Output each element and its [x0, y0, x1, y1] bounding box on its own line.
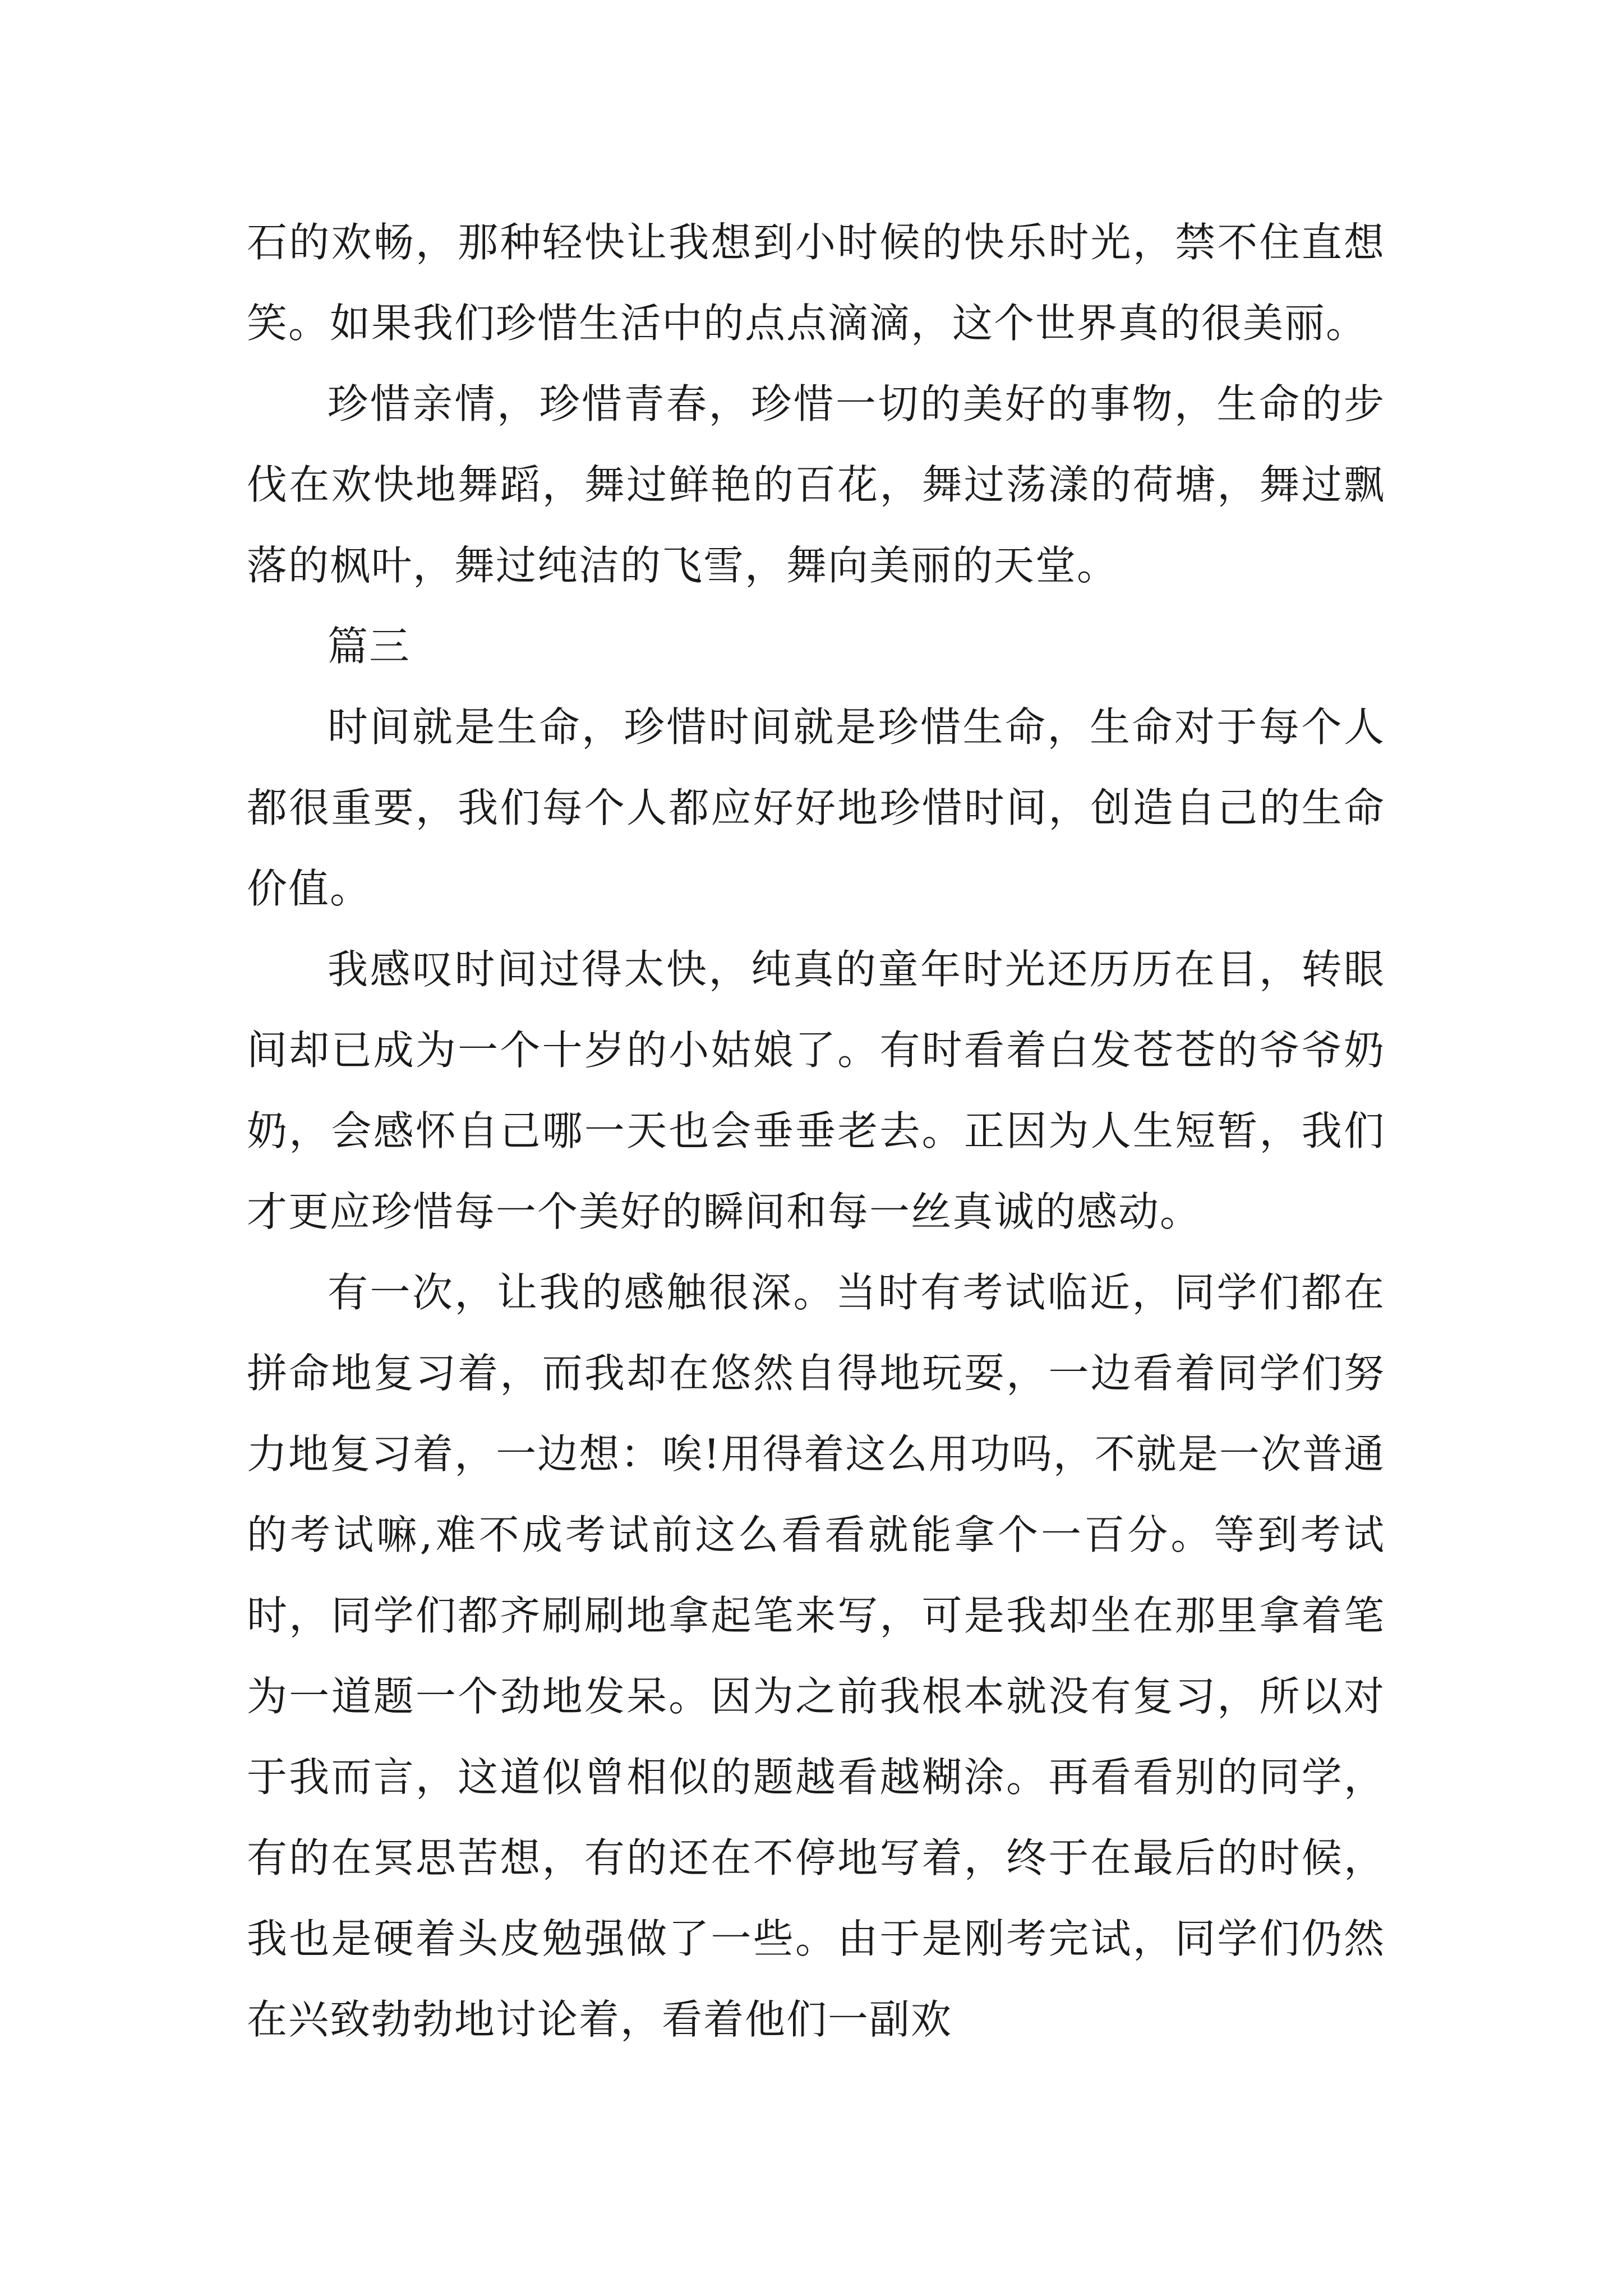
document-body: [247, 202, 1385, 2060]
paragraph-exam-story: 有一次，让我的感触很深。当时有考试临近，同学们都在拼命地复习着，而我却在悠然自得地玩耍，一边看着同学们努力地复习着，一边想：唉!用得着这么用功吗，不就是一次普通的考试嘛,难不成考试前这么看看就能拿个一百分。等到考试时，同学们都齐刷刷地拿起笔来写，可是我却坐在那里拿着笔为一道题一个劲地发呆。因为之前我根本就没有复习，所以对于我而言，这道似曾相似的题越看越糊涂。再看看别的同学，有的在冥思苦想，有的还在不停地写着，终于在最后的时候，我也是硬着头皮勉强做了一些。由于是刚考完试，同学们仍然在兴致勃勃地讨论着，看着他们一副欢: [247, 1269, 1385, 2043]
section-heading: 篇三: [328, 623, 411, 670]
paragraph-time-flies: 我感叹时间过得太快，纯真的童年时光还历历在目，转眼间却已成为一个十岁的小姑娘了。有时看着白发苍苍的爷爷奶奶，会感怀自己哪一天也会垂垂老去。正因为人生短暂，我们才更应珍惜每一个美好的瞬间和每一丝真诚的感动。: [247, 946, 1385, 1235]
paragraph-cherish: 珍惜亲情，珍惜青春，珍惜一切的美好的事物，生命的步伐在欢快地舞蹈，舞过鲜艳的百花，舞过荡漾的荷塘，舞过飘落的枫叶，舞过纯洁的飞雪，舞向美丽的天堂。: [247, 380, 1385, 589]
paragraph-time-is-life: 时间就是生命，珍惜时间就是珍惜生命，生命对于每个人都很重要，我们每个人都应好好地珍惜时间，创造自己的生命价值。: [247, 703, 1385, 912]
paragraph-continued: 石的欢畅，那种轻快让我想到小时候的快乐时光，禁不住直想笑。如果我们珍惜生活中的点点滴滴，这个世界真的很美丽。: [247, 219, 1385, 347]
